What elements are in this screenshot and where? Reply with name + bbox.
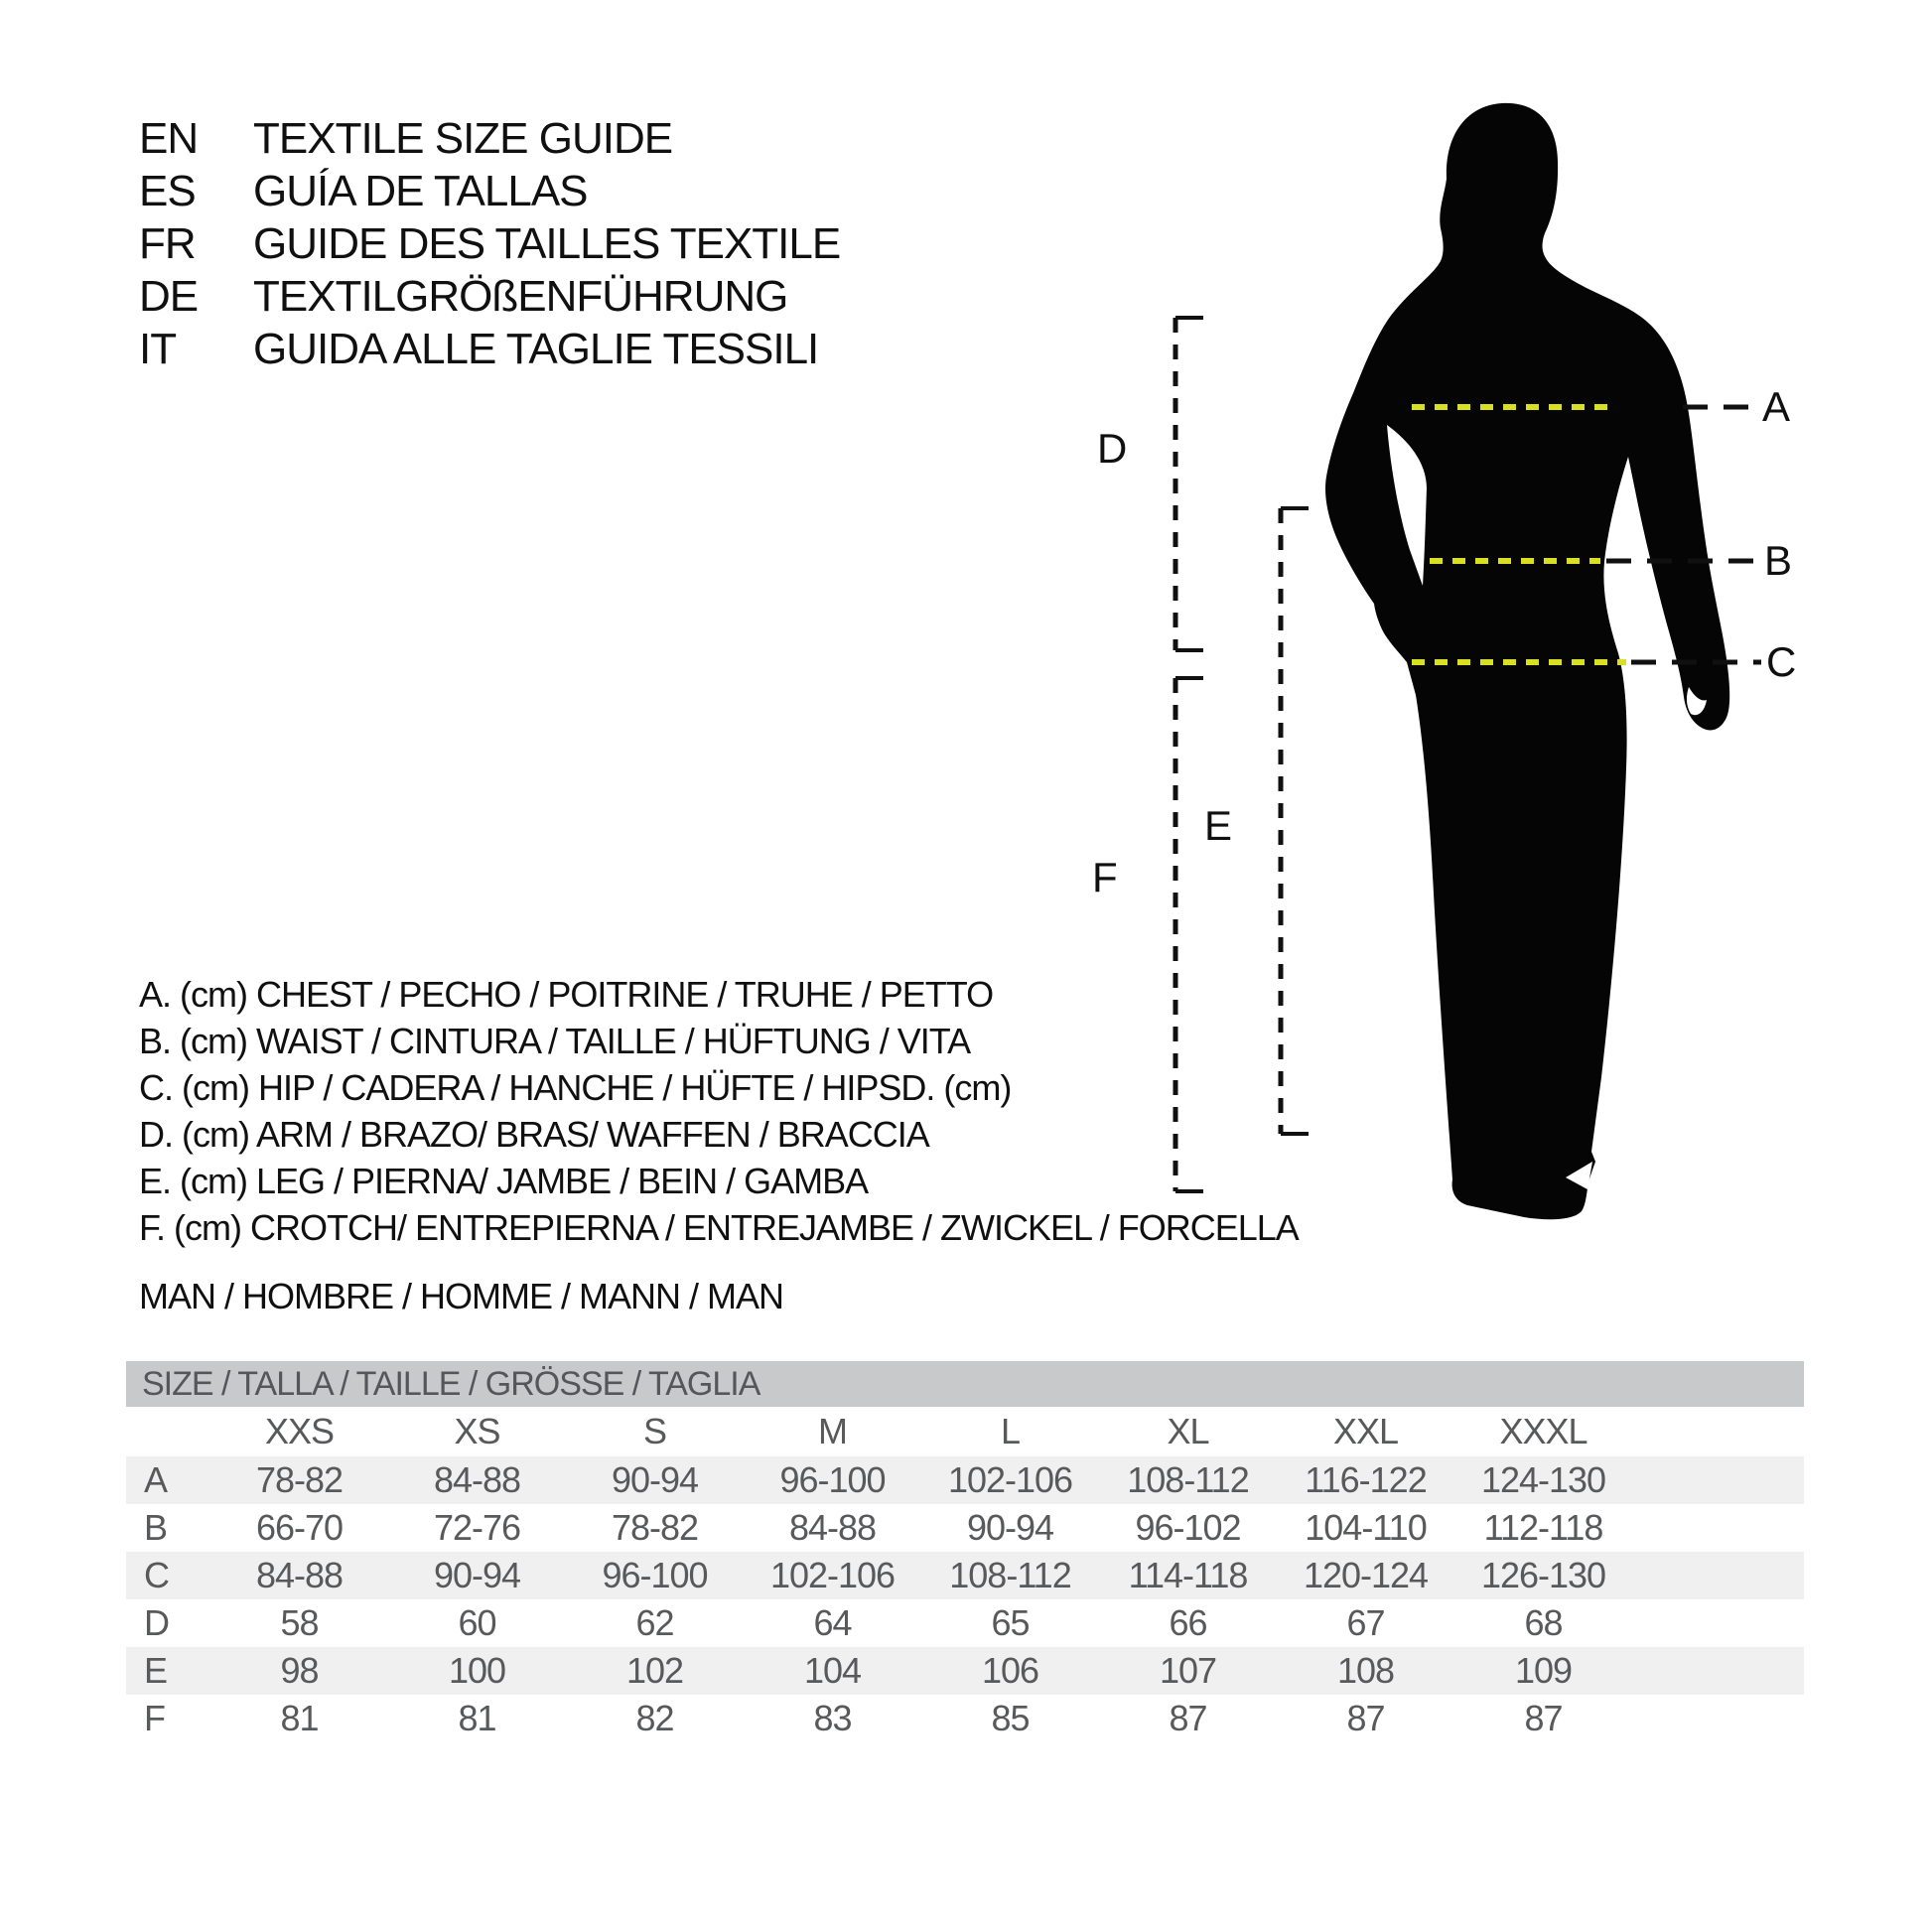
table-cell: 96-102 [1135, 1507, 1241, 1548]
table-cell: 126-130 [1480, 1555, 1606, 1595]
legend-line-f: F. (cm) CROTCH/ ENTREPIERNA / ENTREJAMBE / ZWICKEL / FORCELLA [139, 1207, 1299, 1248]
table-cell: 87 [1524, 1698, 1563, 1738]
table-cell: 87 [1169, 1698, 1207, 1738]
page-title-it: GUIDA ALLE TAGLIE TESSILI [253, 325, 819, 373]
language-code: FR [139, 219, 196, 268]
table-cell: 78-82 [611, 1507, 699, 1548]
table-cell: 64 [813, 1602, 852, 1643]
table-cell: 106 [981, 1650, 1039, 1691]
legend-line-e: E. (cm) LEG / PIERNA/ JAMBE / BEIN / GAMBA [139, 1161, 869, 1201]
language-code: IT [139, 325, 177, 373]
row-label: F [144, 1698, 165, 1738]
table-row-a [126, 1456, 1804, 1504]
language-code: DE [139, 272, 199, 321]
table-cell: 104 [803, 1650, 862, 1691]
table-cell: 112-118 [1483, 1507, 1603, 1548]
language-row-it [139, 326, 1033, 373]
table-cell: 102-106 [769, 1555, 896, 1595]
language-row-es [139, 168, 1033, 215]
category-line: MAN / HOMBRE / HOMME / MANN / MAN [139, 1276, 784, 1316]
page-title-de: TEXTILGRÖßENFÜHRUNG [253, 272, 788, 321]
table-cell: 84-88 [255, 1555, 344, 1595]
table-cell: 114-118 [1128, 1555, 1248, 1595]
table-cell: 104-110 [1305, 1507, 1427, 1548]
table-row-c [126, 1552, 1804, 1599]
table-cell: 66-70 [255, 1507, 344, 1548]
table-row-d [126, 1599, 1804, 1647]
table-cell: 100 [448, 1650, 506, 1691]
size-column-header: S [642, 1411, 666, 1451]
man-silhouette-diagram [993, 60, 1932, 1350]
table-cell: 67 [1346, 1602, 1385, 1643]
size-column-header: XS [454, 1411, 500, 1451]
size-column-header: XXS [264, 1411, 335, 1451]
table-cell: 102 [625, 1650, 684, 1691]
legend-line-d: D. (cm) ARM / BRAZO/ BRAS/ WAFFEN / BRACCIA [139, 1114, 929, 1155]
size-column-header: L [1000, 1411, 1021, 1451]
table-cell: 107 [1159, 1650, 1217, 1691]
table-cell: 72-76 [433, 1507, 521, 1548]
row-label: B [144, 1507, 168, 1548]
table-cell: 87 [1346, 1698, 1385, 1738]
table-cell: 68 [1524, 1602, 1563, 1643]
table-cell: 90-94 [611, 1459, 699, 1500]
size-column-header: M [818, 1411, 847, 1451]
table-cell: 96-100 [602, 1555, 708, 1595]
figure-label-a: A [1762, 383, 1790, 430]
table-cell: 116-122 [1305, 1459, 1427, 1500]
row-label: A [144, 1459, 168, 1500]
table-cell: 90-94 [433, 1555, 521, 1595]
table-cell: 108-112 [1127, 1459, 1249, 1500]
table-cell: 81 [280, 1698, 319, 1738]
table-title: SIZE / TALLA / TAILLE / GRÖSSE / TAGLIA [142, 1364, 760, 1403]
table-cell: 82 [635, 1698, 674, 1738]
table-row-f [126, 1695, 1804, 1742]
table-cell: 108 [1336, 1650, 1395, 1691]
table-cell: 85 [991, 1698, 1030, 1738]
table-row-b [126, 1504, 1804, 1552]
table-cell: 60 [458, 1602, 496, 1643]
legend-line-b: B. (cm) WAIST / CINTURA / TAILLE / HÜFTUNG / VITA [139, 1021, 971, 1061]
figure-label-c: C [1766, 638, 1796, 685]
row-label: E [144, 1650, 168, 1691]
table-cell: 78-82 [255, 1459, 344, 1500]
table-title-band [126, 1361, 1804, 1407]
language-code: EN [139, 114, 199, 163]
row-label: C [144, 1555, 169, 1595]
page-title: TEXTILE SIZE GUIDE [253, 114, 673, 163]
table-cell: 96-100 [779, 1459, 886, 1500]
language-row-de [139, 273, 1033, 321]
table-cell: 102-106 [947, 1459, 1073, 1500]
table-cell: 58 [280, 1602, 319, 1643]
page-title-fr: GUIDE DES TAILLES TEXTILE [253, 219, 841, 268]
legend-line-a: A. (cm) CHEST / PECHO / POITRINE / TRUHE / PETTO [139, 974, 994, 1015]
legend-line-c: C. (cm) HIP / CADERA / HANCHE / HÜFTE / HIPSD. (cm) [139, 1067, 1012, 1108]
figure-label-b: B [1764, 537, 1792, 584]
table-cell: 124-130 [1480, 1459, 1606, 1500]
table-cell: 108-112 [949, 1555, 1071, 1595]
language-row-fr [139, 220, 1033, 268]
table-row-e [126, 1647, 1804, 1695]
figure-label-d: D [1097, 425, 1127, 472]
table-cell: 84-88 [788, 1507, 877, 1548]
figure-label-f: F [1092, 854, 1117, 900]
size-column-header: XXL [1332, 1411, 1399, 1451]
language-code: ES [139, 167, 196, 215]
page-title-es: GUÍA DE TALLAS [253, 167, 588, 215]
table-cell: 109 [1514, 1650, 1573, 1691]
table-cell: 62 [635, 1602, 674, 1643]
language-row-en [139, 115, 1033, 163]
size-column-header: XXXL [1499, 1411, 1587, 1451]
size-column-header: XL [1167, 1411, 1209, 1451]
table-cell: 66 [1169, 1602, 1207, 1643]
table-cell: 65 [991, 1602, 1030, 1643]
table-sizes-row [126, 1407, 1804, 1456]
size-table [126, 1361, 1804, 1742]
table-cell: 90-94 [966, 1507, 1054, 1548]
table-cell: 84-88 [433, 1459, 521, 1500]
table-cell: 83 [813, 1698, 852, 1738]
table-cell: 120-124 [1303, 1555, 1429, 1595]
table-cell: 98 [280, 1650, 319, 1691]
figure-label-e: E [1204, 802, 1232, 849]
row-label: D [144, 1602, 169, 1643]
table-cell: 81 [458, 1698, 496, 1738]
